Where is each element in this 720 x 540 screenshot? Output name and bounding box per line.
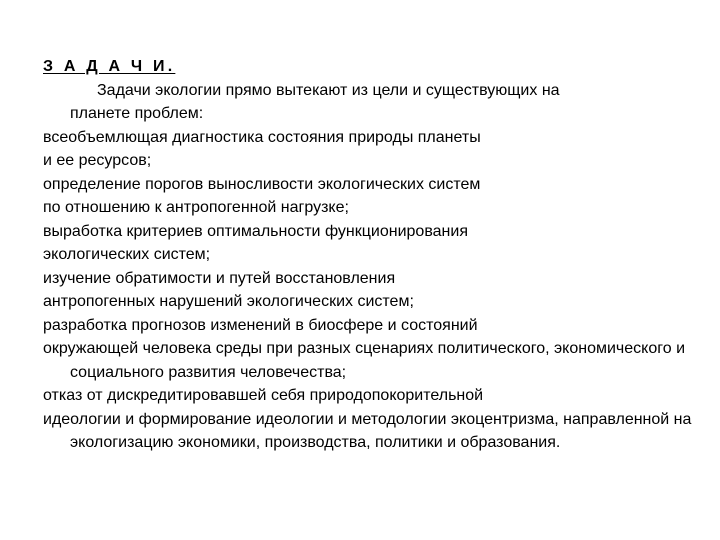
task-6-line-1: отказ от дискредитировавшей себя природопокорительной xyxy=(43,387,484,404)
task-item-5 xyxy=(43,314,693,385)
intro-paragraph xyxy=(43,79,693,126)
task-6-wrap: направленной на экологизацию экономики, производства, политики и образования. xyxy=(70,410,692,451)
task-6-line-2-text: идеологии и формирование идеологии и методологии экоцентризма, xyxy=(43,410,559,428)
task-6-line-2 xyxy=(43,408,693,455)
intro-line-2: планете проблем: xyxy=(70,105,204,122)
task-4-line-2: антропогенных нарушений экологических систем; xyxy=(43,293,414,310)
task-1-line-2: и ее ресурсов; xyxy=(43,152,152,169)
task-item-1 xyxy=(43,126,693,173)
task-3-line-1: выработка критериев оптимальности функционирования xyxy=(43,222,468,240)
task-item-6 xyxy=(43,384,693,455)
task-5-line-1: разработка прогнозов изменений в биосфере и состояний xyxy=(43,316,478,334)
intro-line-1: Задачи экологии прямо вытекают из цели и существующих на xyxy=(97,81,560,99)
task-item-4 xyxy=(43,267,693,314)
task-2-line-2: по отношению к антропогенной нагрузке; xyxy=(43,199,349,216)
task-1-line-1: всеобъемлющая диагностика состояния природы планеты xyxy=(43,128,481,146)
task-3-line-2: экологических систем; xyxy=(43,246,211,263)
task-item-2 xyxy=(43,173,693,220)
task-2-line-1: определение порогов выносливости экологических систем xyxy=(43,175,481,193)
task-4-line-1: изучение обратимости и путей восстановления xyxy=(43,269,396,287)
task-item-3 xyxy=(43,220,693,267)
task-5-line-2 xyxy=(43,337,693,384)
task-5-wrap: экономического и социального развития человечества; xyxy=(70,340,686,381)
slide-content xyxy=(43,55,693,455)
task-5-line-2-text: окружающей человека среды при разных сценариях политического, xyxy=(43,340,550,357)
slide-title: З А Д А Ч И. xyxy=(43,58,176,75)
